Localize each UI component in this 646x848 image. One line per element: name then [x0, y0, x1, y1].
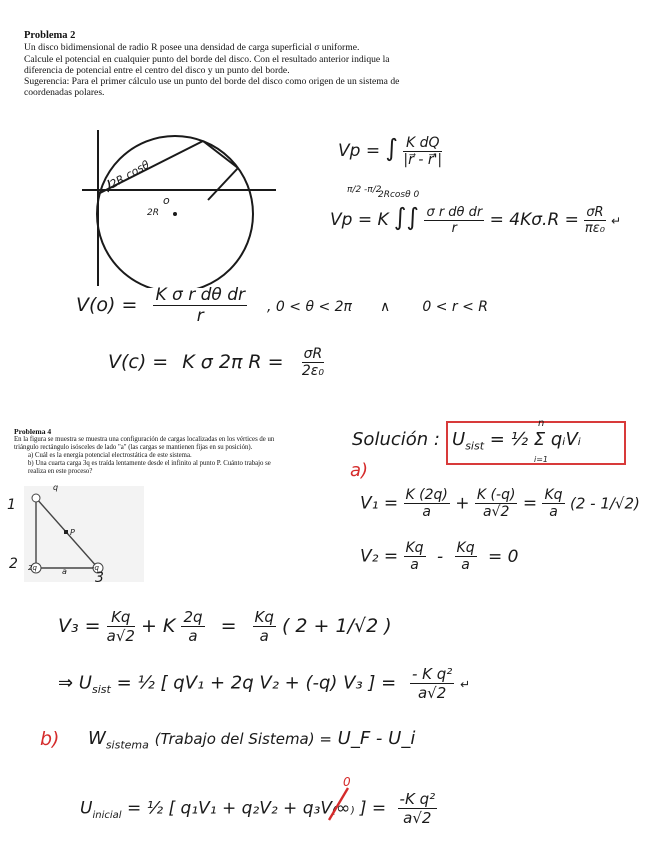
usist-result: [410, 665, 454, 702]
uinicial-u: U: [80, 798, 93, 819]
problem-2-line: diferencia de potencial entre el centro del disco y un punto del borde.: [24, 64, 290, 76]
diagram-center-point: [173, 212, 177, 216]
vp-eq2-fraction: [424, 205, 484, 236]
vc-eq1-fraction: [153, 285, 247, 326]
v2-t2-den: a: [461, 557, 470, 573]
diagram-label-top: o: [163, 194, 170, 207]
usist-res-num: - K q²: [411, 665, 453, 683]
v2-equation: [360, 540, 518, 573]
fig-label-a: a: [62, 567, 67, 576]
uinicial-result: [398, 790, 438, 827]
v2-t2-num: Kq: [456, 540, 475, 556]
usist-arrow: ⇒ U: [58, 672, 92, 694]
usist-eq: =: [116, 672, 132, 694]
fig-num-1: 1: [7, 497, 16, 513]
usist-equation: [58, 665, 470, 702]
v1-lhs: V₁ =: [360, 493, 399, 514]
vc-eq2-num: σR: [303, 346, 323, 362]
fig-label-2q: 2q: [28, 564, 37, 572]
disk-diagram: [78, 128, 278, 288]
vc-eq1-lhs: V(o) =: [76, 294, 138, 316]
usist-result-arrow-icon: ↵: [460, 677, 471, 692]
vc-eq1-num: K σ r dθ dr: [155, 285, 245, 305]
charge-top-marker: [32, 494, 40, 502]
vc-equation-2: [108, 346, 324, 379]
vp-eq1-den: |r⃗ - r⃗'|: [403, 151, 443, 168]
v1-eq: =: [522, 493, 538, 514]
problem-4-line: triángulo rectángulo isósceles de lado "a" (las cargas se mantienen fijas en su posición).: [14, 444, 253, 451]
uinicial-res-den: a√2: [403, 809, 432, 827]
v2-term1: [404, 540, 426, 573]
double-integral-sign: ∫∫: [394, 203, 420, 231]
uinicial-equation: [80, 790, 437, 827]
result-arrow-icon: ↵: [611, 214, 622, 228]
vp-equation-2: [330, 203, 621, 236]
v3-equation: [58, 608, 392, 645]
vp-eq2-num: σ r dθ dr: [426, 204, 483, 220]
vc-eq1-cond2: 0 < r < R: [422, 299, 488, 315]
v1-t1-num: K (2q): [405, 487, 448, 503]
w-label: W: [88, 728, 106, 749]
uinicial-sub: inicial: [92, 809, 122, 821]
usist-sub: sist: [91, 683, 111, 697]
v3-paren: ( 2 + 1/√2 ): [281, 615, 392, 637]
vc-equation-1: [76, 285, 488, 326]
problem-2-line: coordenadas polares.: [24, 87, 105, 99]
fig-num-2: 2: [9, 556, 18, 572]
vp-eq2-mid: = 4Kσ.R =: [489, 210, 579, 230]
vc-eq2-fraction: [302, 346, 325, 379]
usist-sum-top: n: [538, 418, 545, 429]
vc-eq1-and: ∧: [380, 299, 391, 315]
vp-eq2-lhs: Vp = K: [330, 210, 389, 230]
v3-plus-k: + K: [140, 615, 176, 637]
fig-label-neg-q: -q: [92, 564, 99, 572]
integral-sign: ∫: [385, 134, 398, 162]
v2-minus: -: [436, 546, 444, 567]
point-p-marker: [64, 530, 68, 534]
vp-eq1-num: K dQ: [403, 135, 442, 152]
vp-eq1-fraction: [403, 135, 442, 168]
v1-res-den: a: [549, 504, 558, 520]
v2-t1-num: Kq: [405, 540, 424, 556]
w-rhs: U_F - U_i: [337, 728, 416, 749]
v3-t2-num: 2q: [183, 608, 203, 626]
fig-num-3: 3: [95, 570, 104, 586]
v3-t1-den: a√2: [106, 627, 135, 645]
problem-2-line: Un disco bidimensional de radio R posee una densidad de carga superficial σ uniforme.: [24, 42, 360, 54]
vc-eq2-mid: K σ 2π R =: [182, 351, 284, 373]
v3-lhs: V₃ =: [58, 615, 101, 637]
problem-4-title: Problema 4: [14, 427, 52, 436]
solucion-label: Solución :: [352, 429, 440, 450]
fig-label-p: P: [70, 528, 75, 537]
w-paren: (Trabajo del Sistema) =: [154, 730, 332, 748]
v1-t1-den: a: [422, 504, 431, 520]
part-b-label: b): [40, 728, 60, 750]
v3-term2: [181, 608, 204, 645]
v1-term1: [404, 487, 450, 520]
vc-eq2-lhs: V(c) =: [108, 351, 169, 373]
v2-lhs: V₂ =: [360, 546, 399, 567]
vc-eq2-den: 2ε₀: [301, 363, 324, 379]
vp-eq2-den: r: [451, 220, 458, 236]
work-equation: [88, 728, 415, 752]
v1-t2-den: a√2: [482, 504, 510, 520]
part-a-label: a): [350, 460, 369, 481]
fig-label-q: q: [53, 483, 59, 492]
v2-term2: [455, 540, 477, 573]
problem-4-item: realiza en este proceso?: [28, 468, 93, 475]
vc-eq1-den: r: [196, 306, 204, 326]
vp-eq2-res-den: πε₀: [584, 220, 605, 236]
uinicial-res-num: -K q²: [399, 790, 436, 808]
v3-eq: =: [220, 615, 237, 637]
vp-limits-inner: 2Rcosθ 0: [378, 190, 420, 200]
v1-paren: (2 - 1/√2): [569, 494, 640, 513]
diagram-segment-b: [208, 168, 238, 200]
usist-formula-rest: = ½ Σ qᵢVᵢ: [489, 429, 582, 450]
vp-eq1-lhs: Vp =: [338, 141, 381, 161]
uinicial-expression: = ½ [ q₁V₁ + q₂V₂ + q₃V₍∞₎ ] =: [126, 798, 387, 819]
v3-res-den: a: [259, 627, 269, 645]
v1-result: [542, 487, 564, 520]
vc-eq1-cond1: , 0 < θ < 2π: [267, 299, 352, 315]
v1-term2: [475, 487, 518, 520]
diagram-segment-a: [203, 141, 238, 168]
usist-formula: [452, 429, 581, 453]
v1-t2-num: K (-q): [476, 487, 516, 503]
problem-4-item: a) Cuál es la energía potencial electrostática de este sistema.: [28, 452, 192, 459]
usist-res-den: a√2: [417, 684, 447, 702]
diagram-label-radius: 2R cosθ: [107, 158, 152, 191]
problem-2-line: Sugerencia: Para el primer cálculo use un punto del borde del disco como origen de un sistema de: [24, 76, 400, 88]
usist-sum-bottom: i=1: [534, 455, 549, 464]
v3-term1: [107, 608, 135, 645]
v3-res-num: Kq: [254, 608, 274, 626]
w-sub: sistema: [105, 738, 149, 752]
v2-result: = 0: [488, 546, 519, 567]
red-strike-mark: [326, 786, 350, 822]
vp-equation-1: [338, 134, 442, 168]
v3-t2-den: a: [188, 627, 198, 645]
v3-result: [253, 608, 276, 645]
usist-formula-sub: sist: [465, 439, 485, 453]
problem-2-statement: [24, 30, 464, 99]
v1-plus: +: [455, 493, 470, 514]
diagram-label-center: 2R: [147, 208, 159, 218]
problem-2-line: Calcule el potencial en cualquier punto del borde del disco. Con el resultado anterior indique la: [24, 53, 390, 65]
vp-limits-outer: π/2 -π/2: [347, 185, 382, 195]
usist-formula-u: U: [452, 429, 466, 450]
uinicial-cross-mark: 0: [343, 775, 351, 789]
v3-t1-num: Kq: [107, 608, 135, 627]
problem-2-title: Problema 2: [24, 30, 76, 41]
v1-equation: [360, 487, 640, 520]
v2-t1-den: a: [410, 557, 419, 573]
v1-res-num: Kq: [544, 487, 563, 503]
problem-4-item: b) Una cuarta carga 3q es traída lentamente desde el infinito al punto P. Cuánto trabajo se: [28, 460, 271, 467]
usist-half-expression: ½ [ qV₁ + 2q V₂ + (-q) V₃ ] =: [137, 672, 397, 694]
vp-eq2-result: [584, 205, 605, 236]
triangle-figure: [24, 486, 144, 582]
problem-4-line: En la figura se muestra se muestra una configuración de cargas localizadas en los vértices de un: [14, 436, 275, 443]
problem-4-statement: [14, 428, 334, 476]
vp-eq2-res-num: σR: [586, 204, 604, 220]
